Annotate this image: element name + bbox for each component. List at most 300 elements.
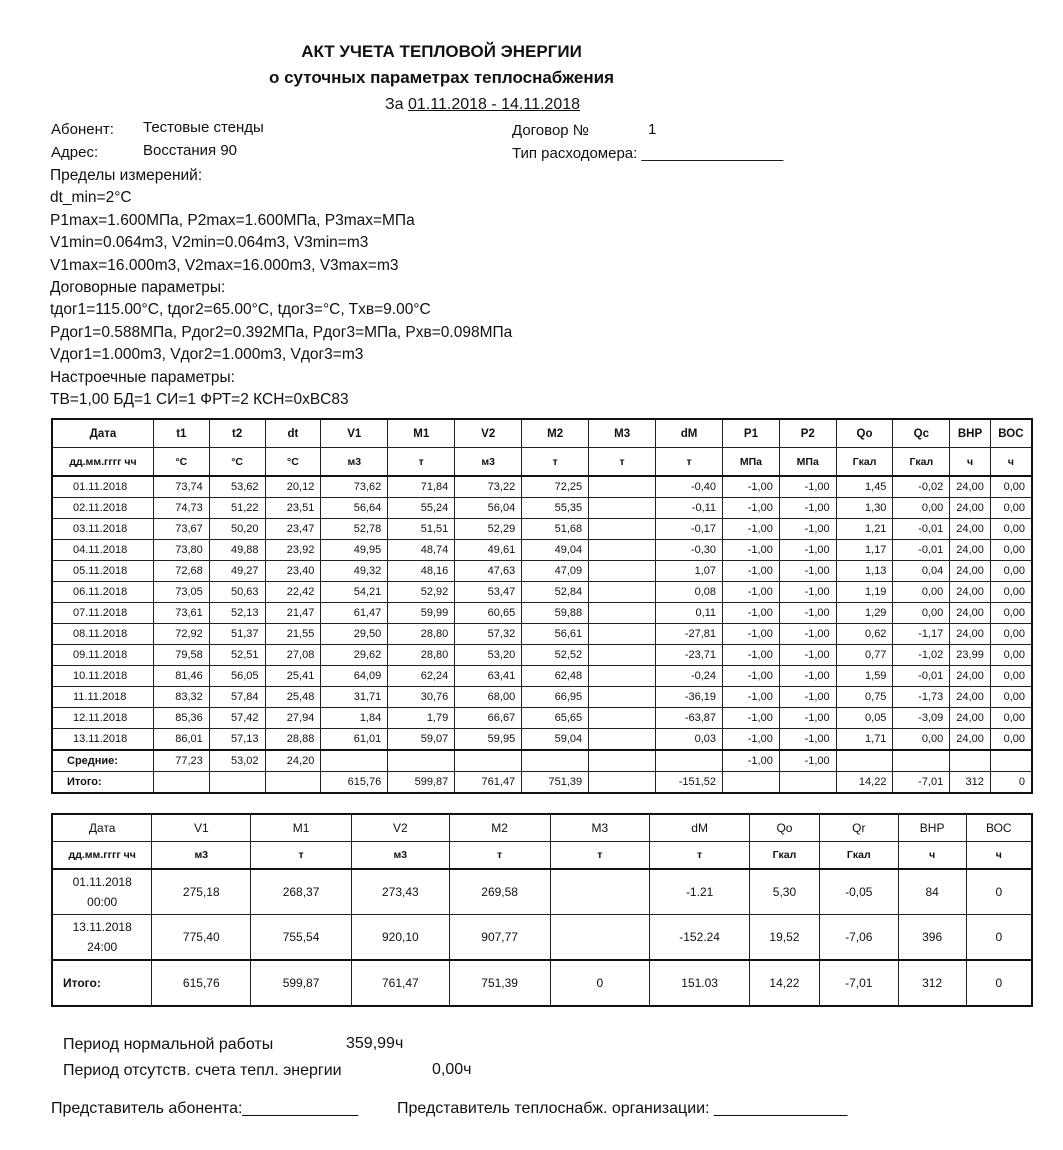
column-header: V2 <box>455 419 522 448</box>
column-header: Qo <box>750 814 820 842</box>
unit-header: ч <box>898 842 966 870</box>
table-cell: 49,61 <box>455 540 522 561</box>
table-cell: 151.03 <box>650 960 750 1006</box>
table-cell: -1,02 <box>893 645 950 666</box>
table-cell: 23,99 <box>950 645 991 666</box>
t-dog: tдог1=115.00°C, tдог2=65.00°C, tдог3=°C, Tхв=9.00°C <box>50 301 431 319</box>
totals-label: Итого: <box>52 960 152 1006</box>
unit-header: Гкал <box>819 842 898 870</box>
averages-row <box>52 750 1032 772</box>
unit-header: Гкал <box>750 842 820 870</box>
table-row <box>52 915 1032 961</box>
table-cell: -1,00 <box>779 603 836 624</box>
unit-header: дд.мм.гггг чч <box>52 448 153 477</box>
table-cell: 24,00 <box>950 519 991 540</box>
table-cell: -1,00 <box>779 498 836 519</box>
table-cell: 51,22 <box>209 498 265 519</box>
table-cell: 1,79 <box>388 708 455 729</box>
table-cell: 57,42 <box>209 708 265 729</box>
table-cell: 0,00 <box>990 582 1032 603</box>
row-date: 02.11.2018 <box>52 498 153 519</box>
table-cell <box>455 750 522 772</box>
table-cell: 0,00 <box>893 729 950 751</box>
table-cell: -0,11 <box>656 498 723 519</box>
table-row <box>52 869 1032 915</box>
table-cell: -1,73 <box>893 687 950 708</box>
table-cell: 273,43 <box>351 869 449 915</box>
header-row <box>52 419 1032 448</box>
table-cell: -1,00 <box>723 498 780 519</box>
column-header: dM <box>656 419 723 448</box>
document-title: АКТ УЧЕТА ТЕПЛОВОЙ ЭНЕРГИИ <box>301 42 582 61</box>
table-cell: 28,88 <box>265 729 321 751</box>
table-cell: -0,30 <box>656 540 723 561</box>
row-date: 13.11.2018 <box>72 920 132 934</box>
unit-header: ч <box>990 448 1032 477</box>
table-cell <box>589 540 656 561</box>
column-header: Дата <box>52 814 152 842</box>
table-cell <box>589 498 656 519</box>
table-cell: 1,45 <box>836 476 893 498</box>
table-cell: 73,62 <box>321 476 388 498</box>
table-cell: 0,08 <box>656 582 723 603</box>
column-header: M1 <box>388 419 455 448</box>
table-cell: 1,19 <box>836 582 893 603</box>
table-cell: 62,24 <box>388 666 455 687</box>
table-row <box>52 603 1032 624</box>
table-cell: -0,01 <box>893 519 950 540</box>
totals-row <box>52 960 1032 1006</box>
table-cell: 72,25 <box>522 476 589 498</box>
table-cell: 50,20 <box>209 519 265 540</box>
table-cell: 72,68 <box>153 561 209 582</box>
table-cell: 52,52 <box>522 645 589 666</box>
table-cell: 73,22 <box>455 476 522 498</box>
table-cell: 0 <box>966 869 1032 915</box>
unit-header: МПа <box>779 448 836 477</box>
table-cell: 269,58 <box>449 869 550 915</box>
table-cell: -1,00 <box>723 666 780 687</box>
unit-header: Гкал <box>893 448 950 477</box>
row-date: 06.11.2018 <box>52 582 153 603</box>
table-cell: 0,00 <box>990 603 1032 624</box>
unit-header: т <box>388 448 455 477</box>
table-cell: 24,00 <box>950 540 991 561</box>
table-cell: 48,74 <box>388 540 455 561</box>
column-header: P2 <box>779 419 836 448</box>
units-row <box>52 842 1032 870</box>
table-cell: 49,32 <box>321 561 388 582</box>
table-cell: -1,00 <box>779 729 836 751</box>
table-cell: -1,00 <box>723 708 780 729</box>
column-header: ВОС <box>990 419 1032 448</box>
table-cell: 24,00 <box>950 603 991 624</box>
limits-title: Пределы измерений: <box>50 167 203 184</box>
table-cell <box>589 729 656 751</box>
table-cell: 0,00 <box>990 540 1032 561</box>
table-cell: 920,10 <box>351 915 449 961</box>
supplier-representative: Представитель теплоснабж. организации: _______________ <box>397 1100 848 1117</box>
table-row <box>52 666 1032 687</box>
normal-period-value: 359,99ч <box>346 1035 404 1052</box>
table-cell: 52,51 <box>209 645 265 666</box>
column-header: V1 <box>152 814 251 842</box>
table-cell <box>589 687 656 708</box>
table-cell: 1,21 <box>836 519 893 540</box>
table-cell: 24,00 <box>950 582 991 603</box>
unit-header: ч <box>950 448 991 477</box>
table-cell: 86,01 <box>153 729 209 751</box>
table-cell: 599,87 <box>388 772 455 794</box>
table-cell: -23,71 <box>656 645 723 666</box>
table-cell: 49,27 <box>209 561 265 582</box>
row-date: 04.11.2018 <box>52 540 153 561</box>
table-cell: 72,92 <box>153 624 209 645</box>
column-header: V1 <box>321 419 388 448</box>
table-cell: -1,00 <box>723 645 780 666</box>
table-cell: 24,00 <box>950 624 991 645</box>
column-header: M3 <box>589 419 656 448</box>
table-cell: 599,87 <box>251 960 352 1006</box>
daily-parameters-table <box>51 418 1033 794</box>
table-cell: 0,00 <box>990 624 1032 645</box>
table-cell: 19,52 <box>750 915 820 961</box>
table-cell: -0,40 <box>656 476 723 498</box>
table-cell: 28,80 <box>388 645 455 666</box>
unit-header: дд.мм.гггг чч <box>52 842 152 870</box>
table-cell: -0,01 <box>893 540 950 561</box>
summary-table <box>51 813 1033 1007</box>
table-cell: 0 <box>966 915 1032 961</box>
table-cell <box>153 772 209 794</box>
table-cell: -1,00 <box>779 708 836 729</box>
unit-header: т <box>449 842 550 870</box>
table-cell: 59,99 <box>388 603 455 624</box>
table-cell: 27,94 <box>265 708 321 729</box>
table-cell: 23,51 <box>265 498 321 519</box>
table-cell: 77,23 <box>153 750 209 772</box>
table-cell: 0,11 <box>656 603 723 624</box>
table-cell: 1,30 <box>836 498 893 519</box>
row-date: 12.11.2018 <box>52 708 153 729</box>
table-cell: -1,00 <box>779 561 836 582</box>
table-cell: -1,00 <box>779 624 836 645</box>
unit-header: МПа <box>723 448 780 477</box>
header-row <box>52 814 1032 842</box>
table-row <box>52 624 1032 645</box>
table-cell: -1,00 <box>779 582 836 603</box>
table-cell: -27,81 <box>656 624 723 645</box>
table-cell: 1,07 <box>656 561 723 582</box>
row-date: 11.11.2018 <box>52 687 153 708</box>
unit-header: °C <box>209 448 265 477</box>
column-header: ВНР <box>950 419 991 448</box>
table-cell: 73,80 <box>153 540 209 561</box>
row-date: 01.11.2018 <box>72 875 132 889</box>
table-cell: 51,68 <box>522 519 589 540</box>
unit-header: т <box>656 448 723 477</box>
table-cell: -1,00 <box>723 603 780 624</box>
setup-params-title: Настроечные параметры: <box>50 368 235 386</box>
table-cell: 57,13 <box>209 729 265 751</box>
table-cell: -1,00 <box>779 750 836 772</box>
table-cell: 64,09 <box>321 666 388 687</box>
dt-min: dt_min=2°C <box>50 189 132 207</box>
column-header: M1 <box>251 814 352 842</box>
table-cell: -1,00 <box>779 540 836 561</box>
table-cell: -152.24 <box>650 915 750 961</box>
table-cell: 1,71 <box>836 729 893 751</box>
table-cell: 62,48 <box>522 666 589 687</box>
units-row <box>52 448 1032 477</box>
table-cell: 55,35 <box>522 498 589 519</box>
table-cell: 79,58 <box>153 645 209 666</box>
setup-params: ТВ=1,00 БД=1 СИ=1 ФРТ=2 КСН=0xBC83 <box>50 390 349 408</box>
row-time: 24:00 <box>87 940 118 954</box>
table-cell: 56,05 <box>209 666 265 687</box>
table-cell: 29,50 <box>321 624 388 645</box>
table-cell <box>321 750 388 772</box>
table-cell: 61,01 <box>321 729 388 751</box>
table-cell: 0,00 <box>990 476 1032 498</box>
table-cell: 14,22 <box>836 772 893 794</box>
table-cell: 1,59 <box>836 666 893 687</box>
unit-header: т <box>650 842 750 870</box>
table-cell <box>656 750 723 772</box>
table-cell: -1,00 <box>723 476 780 498</box>
table-cell: 21,47 <box>265 603 321 624</box>
unit-header: т <box>522 448 589 477</box>
v-max: V1max=16.000m3, V2max=16.000m3, V3max=m3 <box>50 256 399 274</box>
table-row <box>52 498 1032 519</box>
contract-value: 1 <box>648 121 657 138</box>
table-cell <box>550 869 650 915</box>
table-cell: 0,05 <box>836 708 893 729</box>
table-cell <box>589 772 656 794</box>
column-header: dt <box>265 419 321 448</box>
table-cell: 0,00 <box>990 666 1032 687</box>
averages-label: Средние: <box>52 750 153 772</box>
table-cell <box>589 561 656 582</box>
table-cell: 615,76 <box>321 772 388 794</box>
subscriber-representative: Представитель абонента:_____________ <box>51 1100 359 1117</box>
table-row <box>52 476 1032 498</box>
table-cell: 0 <box>966 960 1032 1006</box>
table-cell: 60,65 <box>455 603 522 624</box>
table-cell: -1,00 <box>779 519 836 540</box>
absent-period-label: Период отсутств. счета тепл. энергии <box>63 1062 342 1079</box>
table-cell: 761,47 <box>351 960 449 1006</box>
table-cell: 59,04 <box>522 729 589 751</box>
table-cell: 312 <box>950 772 991 794</box>
v-min: V1min=0.064m3, V2min=0.064m3, V3min=m3 <box>50 234 369 252</box>
table-cell: -1,00 <box>723 540 780 561</box>
table-cell <box>950 750 991 772</box>
table-cell: -1,00 <box>779 645 836 666</box>
unit-header: м3 <box>351 842 449 870</box>
column-header: Дата <box>52 419 153 448</box>
row-date: 01.11.2018 <box>52 476 153 498</box>
table-cell: 25,41 <box>265 666 321 687</box>
table-row <box>52 687 1032 708</box>
table-cell: 1,84 <box>321 708 388 729</box>
table-cell: -1,17 <box>893 624 950 645</box>
unit-header: т <box>251 842 352 870</box>
table-cell: 74,73 <box>153 498 209 519</box>
unit-header: Гкал <box>836 448 893 477</box>
table-cell <box>209 772 265 794</box>
column-header: P1 <box>723 419 780 448</box>
table-cell: -1,00 <box>723 582 780 603</box>
table-cell: 53,20 <box>455 645 522 666</box>
table-cell <box>589 645 656 666</box>
table-cell: 0,62 <box>836 624 893 645</box>
table-cell: 47,09 <box>522 561 589 582</box>
column-header: ВНР <box>898 814 966 842</box>
table-cell: 52,29 <box>455 519 522 540</box>
table-cell: -7,06 <box>819 915 898 961</box>
normal-period-label: Период нормальной работы <box>63 1036 274 1053</box>
table-cell: -0,02 <box>893 476 950 498</box>
table-cell <box>265 772 321 794</box>
table-cell: 0,00 <box>990 729 1032 751</box>
table-row <box>52 519 1032 540</box>
table-row <box>52 729 1032 751</box>
table-row <box>52 582 1032 603</box>
table-cell: 1,17 <box>836 540 893 561</box>
table-cell: 52,78 <box>321 519 388 540</box>
column-header: M3 <box>550 814 650 842</box>
table-cell: 24,00 <box>950 708 991 729</box>
table-cell: 275,18 <box>152 869 251 915</box>
table-cell: 775,40 <box>152 915 251 961</box>
table-cell: 56,61 <box>522 624 589 645</box>
column-header: t2 <box>209 419 265 448</box>
table-cell: 25,48 <box>265 687 321 708</box>
row-date: 08.11.2018 <box>52 624 153 645</box>
table-cell: 0,00 <box>990 561 1032 582</box>
subscriber-value: Тестовые стенды <box>143 119 264 136</box>
p-max: P1max=1.600МПа, P2max=1.600МПа, P3max=МПа <box>50 211 415 229</box>
table-cell: 59,07 <box>388 729 455 751</box>
table-cell: 53,47 <box>455 582 522 603</box>
row-time: 00:00 <box>87 895 118 909</box>
column-header: Qc <box>893 419 950 448</box>
table-cell: -0,24 <box>656 666 723 687</box>
column-header: dM <box>650 814 750 842</box>
row-date: 09.11.2018 <box>52 645 153 666</box>
table-cell: 65,65 <box>522 708 589 729</box>
row-datetime <box>52 869 152 915</box>
row-date: 13.11.2018 <box>52 729 153 751</box>
p-dog: Pдог1=0.588МПа, Pдог2=0.392МПа, Pдог3=МПа, Pхв=0.098МПа <box>50 323 513 341</box>
table-cell: 24,00 <box>950 476 991 498</box>
unit-header: м3 <box>152 842 251 870</box>
row-date: 03.11.2018 <box>52 519 153 540</box>
table-cell: 66,95 <box>522 687 589 708</box>
table-cell: 49,95 <box>321 540 388 561</box>
table-cell <box>522 750 589 772</box>
table-cell: -1,00 <box>779 476 836 498</box>
table-cell: 73,74 <box>153 476 209 498</box>
contract-label: Договор № <box>512 122 589 139</box>
table-cell: 0,75 <box>836 687 893 708</box>
table-cell: 29,62 <box>321 645 388 666</box>
table-cell: 24,00 <box>950 561 991 582</box>
table-cell: 23,47 <box>265 519 321 540</box>
table-cell: -1,00 <box>723 687 780 708</box>
table-cell <box>589 519 656 540</box>
table-cell <box>589 476 656 498</box>
contract-params-title: Договорные параметры: <box>50 278 226 296</box>
column-header: M2 <box>449 814 550 842</box>
table-cell: 0,00 <box>990 519 1032 540</box>
unit-header: т <box>589 448 656 477</box>
column-header: Qo <box>836 419 893 448</box>
table-row <box>52 561 1032 582</box>
table-cell: -0,01 <box>893 666 950 687</box>
table-cell: 59,95 <box>455 729 522 751</box>
table-cell: 751,39 <box>522 772 589 794</box>
unit-header: т <box>550 842 650 870</box>
column-header: Qr <box>819 814 898 842</box>
table-cell: 47,63 <box>455 561 522 582</box>
table-cell: 312 <box>898 960 966 1006</box>
table-cell: 73,67 <box>153 519 209 540</box>
table-cell: 53,62 <box>209 476 265 498</box>
table-cell: 21,55 <box>265 624 321 645</box>
period-prefix: За <box>385 96 404 113</box>
table-cell: 83,32 <box>153 687 209 708</box>
table-cell: 73,61 <box>153 603 209 624</box>
table-cell: 52,13 <box>209 603 265 624</box>
table-cell: -1,00 <box>723 750 780 772</box>
table-cell: -1,00 <box>779 666 836 687</box>
table-cell: 53,02 <box>209 750 265 772</box>
unit-header: м3 <box>455 448 522 477</box>
table-cell <box>589 666 656 687</box>
v-dog: Vдог1=1.000m3, Vдог2=1.000m3, Vдог3=m3 <box>50 346 364 364</box>
table-cell: 24,00 <box>950 666 991 687</box>
table-cell <box>388 750 455 772</box>
table-row <box>52 645 1032 666</box>
table-cell <box>589 582 656 603</box>
table-cell: 24,00 <box>950 687 991 708</box>
table-cell: 57,32 <box>455 624 522 645</box>
table-cell <box>589 750 656 772</box>
table-cell: 0,00 <box>893 498 950 519</box>
table-cell: 0,00 <box>893 603 950 624</box>
meter-type: Тип расходомера: _________________ <box>512 145 784 162</box>
table-cell: 55,24 <box>388 498 455 519</box>
table-cell: 71,84 <box>388 476 455 498</box>
column-header: M2 <box>522 419 589 448</box>
absent-period-value: 0,00ч <box>432 1061 472 1078</box>
row-date: 07.11.2018 <box>52 603 153 624</box>
table-cell: 0,00 <box>990 645 1032 666</box>
totals-row <box>52 772 1032 794</box>
row-datetime <box>52 915 152 961</box>
table-cell: 22,42 <box>265 582 321 603</box>
unit-header: °C <box>265 448 321 477</box>
table-cell <box>779 772 836 794</box>
table-cell <box>723 772 780 794</box>
unit-header: ч <box>966 842 1032 870</box>
table-cell: -1.21 <box>650 869 750 915</box>
report-period <box>385 96 580 114</box>
table-cell: 0 <box>550 960 650 1006</box>
table-cell: 51,51 <box>388 519 455 540</box>
